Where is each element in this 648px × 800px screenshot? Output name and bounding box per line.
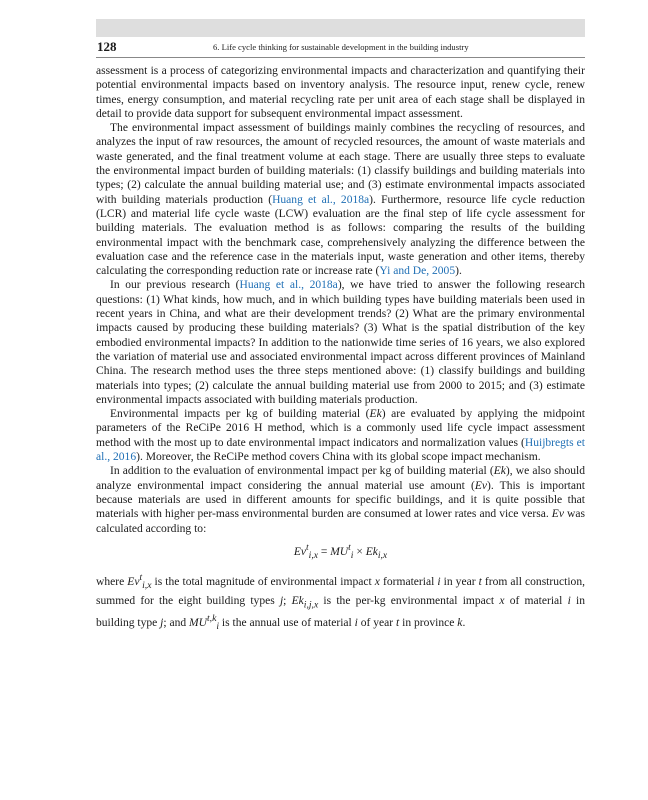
paragraph-1: assessment is a process of categorizing environmental impacts and characterization and quantifying their potential environmental impacts based on inventory analysis. The resource input, renew cycle, renew times, energy consumption, and material recycling rate per unit area of each stage shall be displayed in detail to provide data support for subsequent environmental impact assessment. — [96, 65, 585, 120]
paragraph-6: where $Ev^t_{i,x}$ is the total magnitude of environmental impact x formaterial i in year t from all construction, summed for the eight building types j; $Ek_{i,j,x}$ is the per-kg environmental impact x of material i in building type j; and MU$^{t,k}_i$ is the annual use of material i of year t in province k. — [96, 572, 585, 633]
citation-link[interactable]: Huijbregts et al., 2016 — [96, 436, 586, 464]
paragraph-5: In addition to the evaluation of environmental impact per kg of building material (Ek), we also should analyze environmental impact considering the annual material use amount (Ev). This is important because materials are used in different amounts for specific buildings, and it is quite possible that materials with higher per-mass environmental burden are consumed at lower rates and vice versa. Ev was calculated according to: — [96, 465, 585, 535]
citation-link[interactable]: Yi and De, 2005 — [379, 265, 456, 278]
paragraph-3: In our previous research (Huang et al., 2018a), we have tried to answer the following research questions: (1) What kinds, how much, and in which building types have building materials been used in recent years in China, and what are their development trends? (2) What are the primary environmental impacts caused by producing these building materials? (3) What is the spatial distribution of the key embodied environmental impacts? In addition to the nationwide time series of 16 years, we also explored the variation of material use and associated environmental impact across different provinces of Mainland China. The research method uses the three steps mentioned above: (1) classify buildings and building materials into types; (2) calculate the annual building material use from 2000 to 2015; and (3) estimate environmental impacts associated with building materials production. — [96, 279, 585, 406]
header-rule — [96, 57, 585, 58]
citation-link[interactable]: Huang et al., 2018a — [239, 279, 338, 292]
running-head: 6. Life cycle thinking for sustainable development in the building industry — [213, 42, 469, 52]
equation: $Ev^t_{i,x} = MU^t_i \times Ek_{i,x}$ — [293, 541, 388, 561]
citation-link[interactable]: Huang et al., 2018a — [272, 193, 370, 206]
paragraph-4: Environmental impacts per kg of building material (Ek) are evaluated by applying the midpoint parameters of the ReCiPe 2016 H method, which is a commonly used life cycle impact assessment method with the most up to date environmental impact indicators and normalization values (Huijbregts et al., 2016). Moreover, the ReCiPe method covers China with its global scope impact mechanism. — [96, 408, 586, 464]
page-number: 128 — [97, 39, 117, 54]
paragraph-2: The environmental impact assessment of buildings mainly combines the recycling of resources, and analyzes the input of raw resources, the amount of recycled resources, the amount of waste materials and waste generated, and the final treatment volume at each stage. There are usually three steps to evaluate the environmental impact burden of building materials: (1) classify buildings and building materials into types; (2) calculate the annual building material use; and (3) estimate environmental impacts associated with building materials production (Huang et al., 2018a). Furthermore, resource life cycle reduction (LCR) and material life cycle waste (LCW) evaluation are the final step of life cycle assessment for building materials. The evaluation method is as follows: comparing the results of the building environmental impact with the benchmark case, comprehensively analyzing the difference between the evaluation case and the reference case in the materials input, waste generation and other items, thereby calculating the corresponding reduction rate or increase rate (Yi and De, 2005). — [96, 122, 585, 278]
header-bar — [96, 19, 585, 37]
body-text — [96, 64, 585, 635]
